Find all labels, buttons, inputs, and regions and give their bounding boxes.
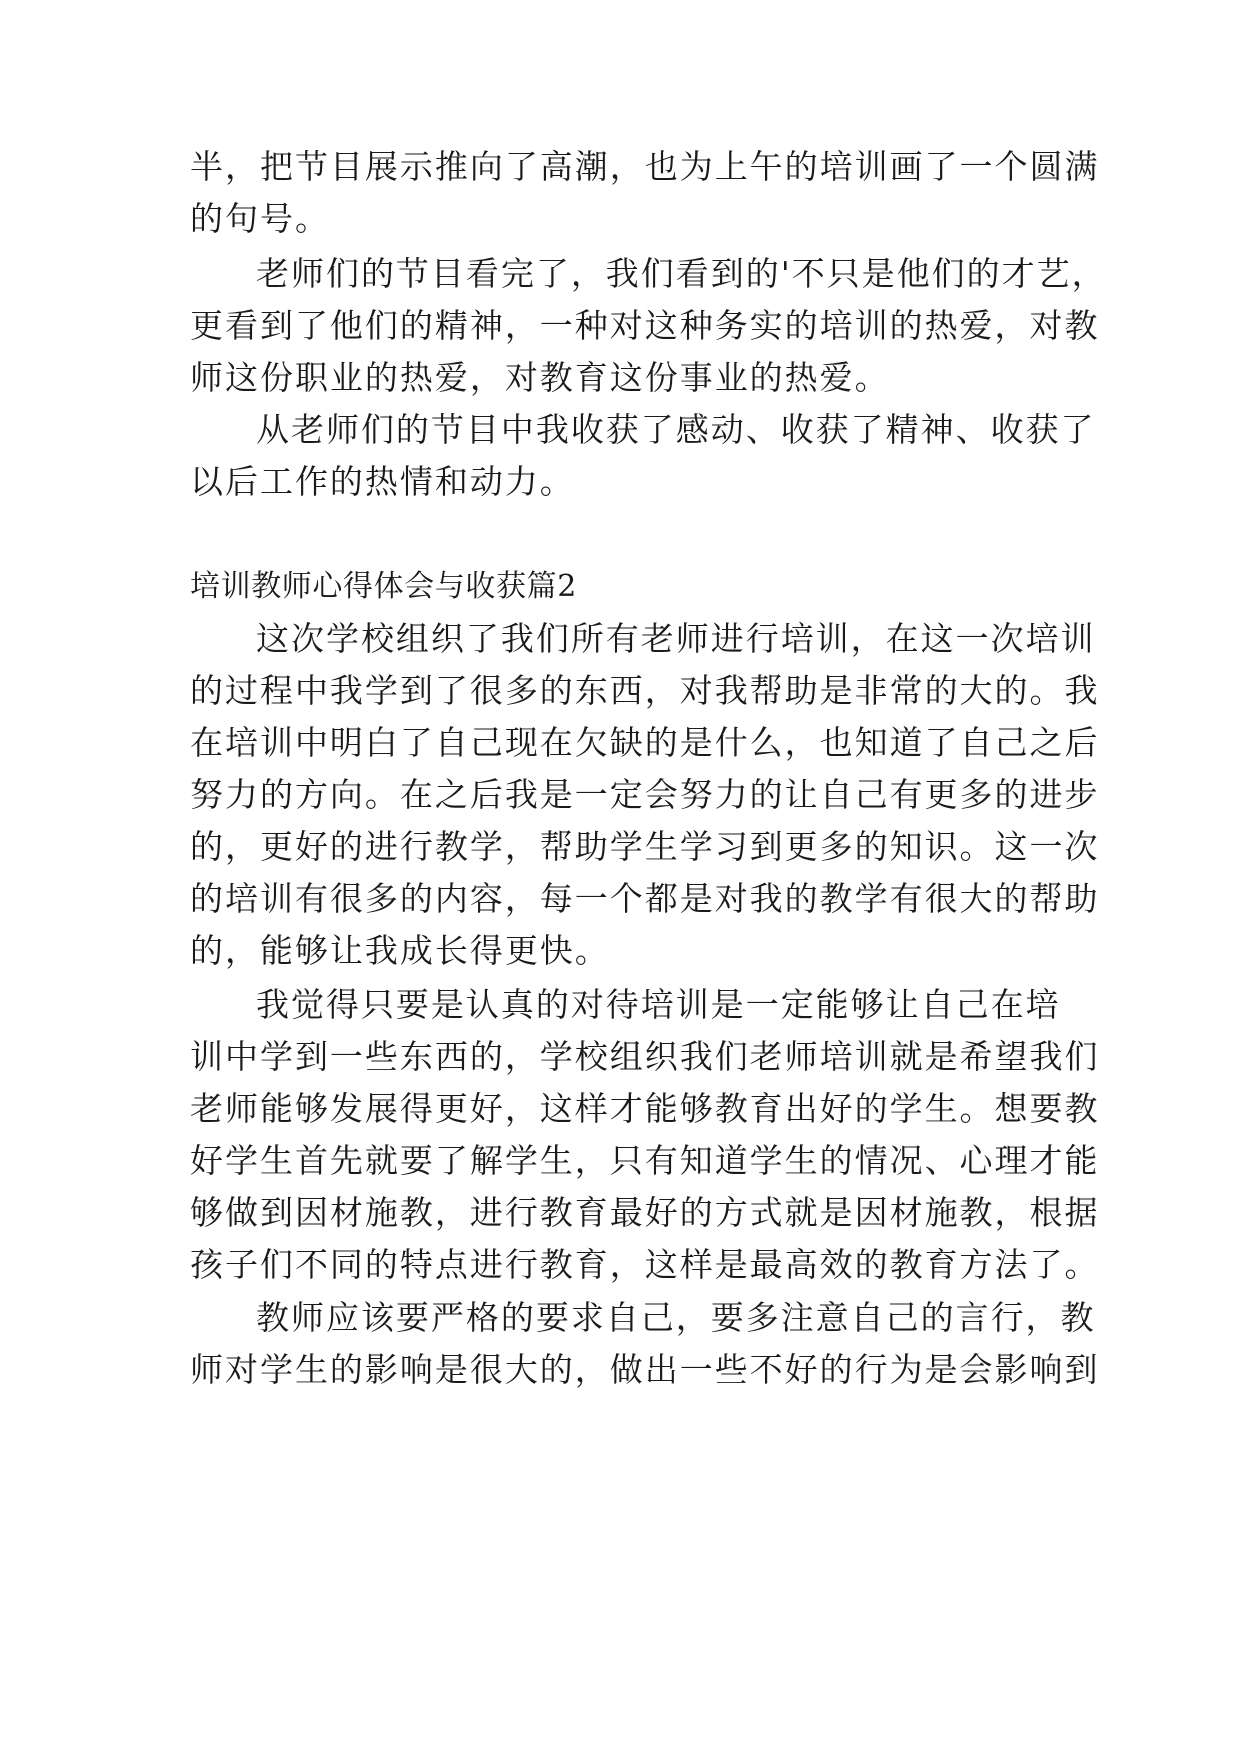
paragraph-line: 的，更好的进行教学，帮助学生学习到更多的知识。这一次 bbox=[190, 827, 1100, 866]
paragraph-line: 半，把节目展示推向了高潮，也为上午的培训画了一个圆满 bbox=[190, 147, 1100, 186]
paragraph-line: 的培训有很多的内容，每一个都是对我的教学有很大的帮助 bbox=[190, 879, 1100, 918]
paragraph-line: 老师能够发展得更好，这样才能够教育出好的学生。想要教 bbox=[190, 1089, 1100, 1128]
paragraph-line: 的过程中我学到了很多的东西，对我帮助是非常的大的。我 bbox=[190, 671, 1100, 710]
paragraph-line: 更看到了他们的精神，一种对这种务实的培训的热爱，对教 bbox=[190, 306, 1100, 345]
paragraph-line: 教师应该要严格的要求自己，要多注意自己的言行，教 bbox=[256, 1298, 1096, 1337]
paragraph-line: 努力的方向。在之后我是一定会努力的让自己有更多的进步 bbox=[190, 775, 1100, 814]
paragraph-line: 师对学生的影响是很大的，做出一些不好的行为是会影响到 bbox=[190, 1350, 1100, 1389]
paragraph-line: 从老师们的节目中我收获了感动、收获了精神、收获了 bbox=[256, 410, 1096, 449]
paragraph-line: 孩子们不同的特点进行教育，这样是最高效的教育方法了。 bbox=[190, 1245, 1100, 1284]
paragraph-line: 我觉得只要是认真的对待培训是一定能够让自己在培 bbox=[256, 985, 1061, 1024]
paragraph-line: 好学生首先就要了解学生，只有知道学生的情况、心理才能 bbox=[190, 1141, 1100, 1180]
paragraph-line: 够做到因材施教，进行教育最好的方式就是因材施教，根据 bbox=[190, 1193, 1100, 1232]
paragraph-line: 的句号。 bbox=[190, 199, 330, 238]
paragraph-line: 以后工作的热情和动力。 bbox=[190, 462, 575, 501]
paragraph-line: 师这份职业的热爱，对教育这份事业的热爱。 bbox=[190, 358, 890, 397]
paragraph-line: 训中学到一些东西的，学校组织我们老师培训就是希望我们 bbox=[190, 1037, 1100, 1076]
paragraph-line: 在培训中明白了自己现在欠缺的是什么，也知道了自己之后 bbox=[190, 723, 1100, 762]
paragraph-line: 的，能够让我成长得更快。 bbox=[190, 931, 610, 970]
paragraph-line: 这次学校组织了我们所有老师进行培训，在这一次培训 bbox=[256, 619, 1096, 658]
paragraph-line: 老师们的节目看完了，我们看到的'不只是他们的才艺， bbox=[256, 254, 1107, 293]
section-heading: 培训教师心得体会与收获篇2 bbox=[190, 569, 577, 604]
